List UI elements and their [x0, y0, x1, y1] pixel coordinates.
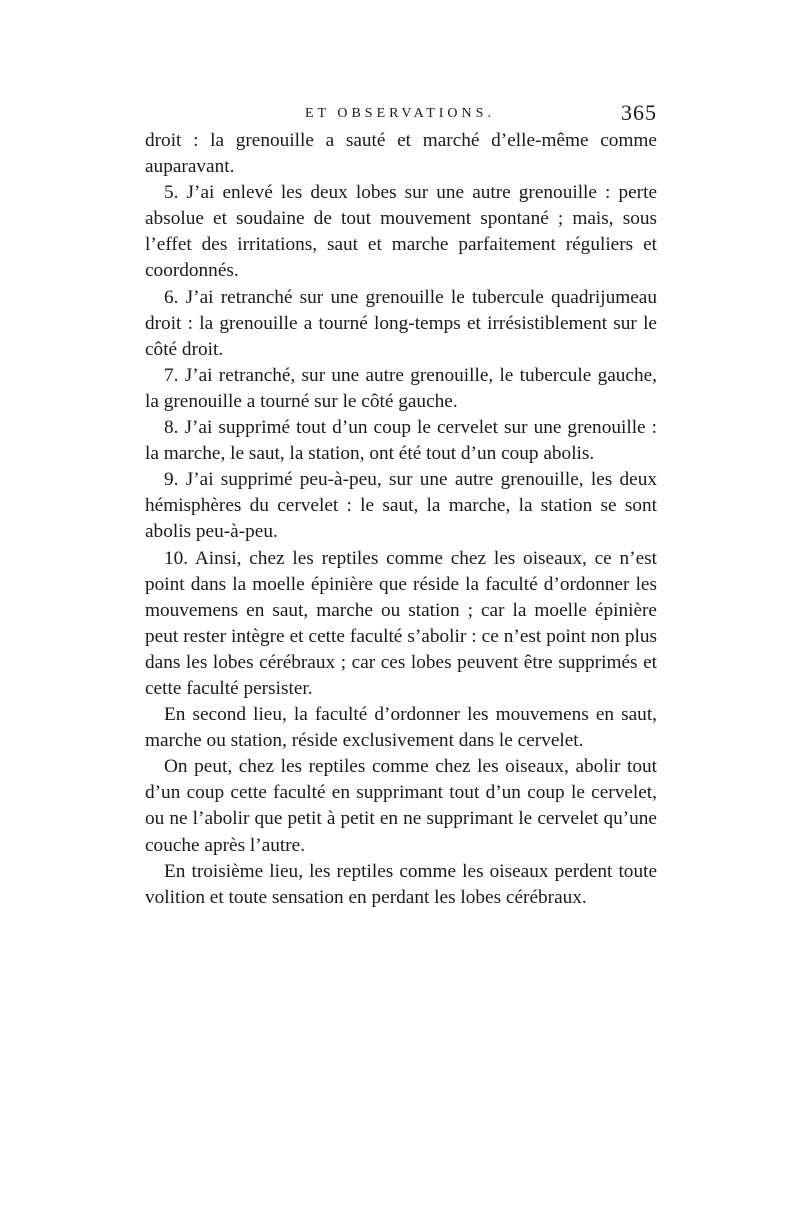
page-number: 365	[621, 100, 657, 125]
paragraph: 9. J’ai supprimé peu-à-peu, sur une autre grenouille, les deux hémisphères du cervelet : le saut, la marche, la station se sont abolis peu-à-peu.	[145, 469, 657, 543]
paragraph: 7. J’ai retranché, sur une autre grenouille, le tubercule gauche, la grenouille a tourné sur le côté gauche.	[145, 364, 657, 412]
paragraph: En second lieu, la faculté d’ordonner les mouvemens en saut, marche ou station, réside exclusivement dans le cervelet.	[145, 704, 657, 752]
paragraph: 6. J’ai retranché sur une grenouille le tubercule quadrijumeau droit : la grenouille a tourné long-temps et irrésistiblement sur le côté droit.	[145, 286, 657, 360]
paragraph: droit : la grenouille a sauté et marché d’elle-même comme auparavant.	[145, 130, 657, 178]
paragraph: On peut, chez les reptiles comme chez les oiseaux, abolir tout d’un coup cette faculté en supprimant tout d’un coup le cervelet, ou ne l’abolir que petit à petit en ne supprimant le cervelet qu’une couche après l’autre.	[145, 756, 657, 856]
paragraph: En troisième lieu, les reptiles comme les oiseaux perdent toute volition et toute sensation en perdant les lobes cérébraux.	[145, 860, 657, 908]
page-header	[145, 100, 657, 130]
paragraph: 8. J’ai supprimé tout d’un coup le cervelet sur une grenouille : la marche, le saut, la station, ont été tout d’un coup abolis.	[145, 417, 657, 465]
body-text	[145, 128, 657, 911]
paragraph: 5. J’ai enlevé les deux lobes sur une autre grenouille : perte absolue et soudaine de tout mouvement spontané ; mais, sous l’effet des irritations, saut et marche parfaitement réguliers et coordonnés.	[145, 182, 657, 282]
running-head: ET OBSERVATIONS.	[305, 106, 495, 121]
paragraph: 10. Ainsi, chez les reptiles comme chez les oiseaux, ce n’est point dans la moelle épinière que réside la faculté d’ordonner les mouvemens en saut, marche ou station ; car la moelle épinière peut rester intègre et cette faculté s’abolir : ce n’est point non plus dans les lobes cérébraux ; car ces lobes peuvent être supprimés et cette faculté persister.	[145, 547, 657, 699]
